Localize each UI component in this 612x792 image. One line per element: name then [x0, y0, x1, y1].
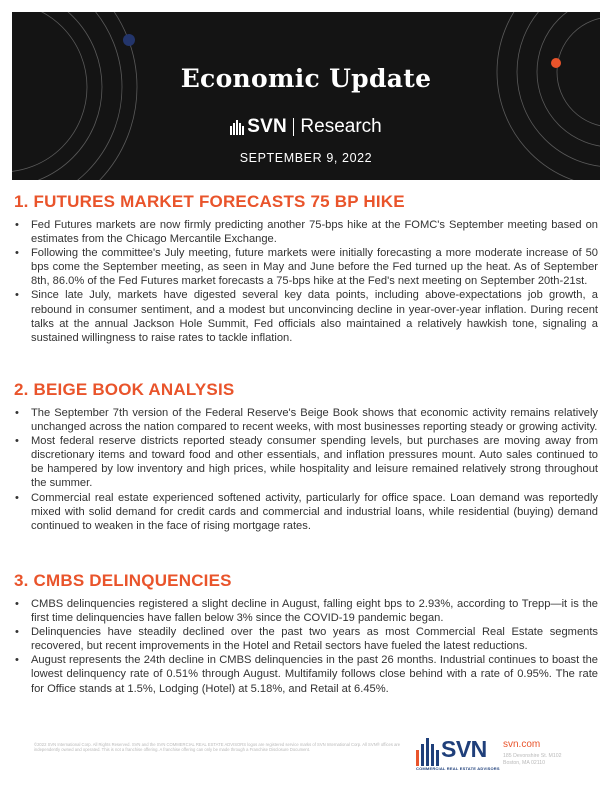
legal-disclaimer: ©2022 SVN International Corp. All Rights Reserved. SVN and the SVN COMMERCIAL REAL ESTATE ADVISORS logos are registered service marks of SVN International Corp. All SVN® offices are independently owned and operated. This is not a franchise offering. A franchise offering can only be made through a Franchise Disclosure Document.: [34, 742, 401, 753]
blue-planet-icon: [123, 34, 135, 46]
address-line: Boston, MA 02110: [503, 760, 546, 766]
bullet-list: [14, 406, 598, 533]
footer-contact: [503, 739, 598, 767]
list-item: • Since late July, markets have digested several key data points, including above-expectations job growth, a rebound in consumer sentiment, and a modest but unconvincing decline in year-over-year inflation. During recent talks at the annual Jackson Hole Summit, Fed officials also maintained a relatively hawkish tone, signaling a sustained willingness to raise rates to tackle inflation.: [14, 288, 598, 344]
section-heading: 2. BEIGE BOOK ANALYSIS: [14, 380, 235, 399]
list-item: • August represents the 24th decline in CMBS delinquencies in the past 26 months. Industrial continues to boast the lowest delinquency rate of 0.51% through August. Multifamily follows close behind with a rate of 0.95%. The rate for Office stands at 1.5%, Lodging (Hotel) at 5.18%, and Retail at 6.45%.: [14, 653, 598, 695]
section-beige-book: [14, 380, 598, 533]
section-cmbs: [14, 571, 598, 696]
svn-columns-icon: [416, 736, 440, 766]
page-title: Economic Update: [180, 64, 432, 93]
section-heading: 1. FUTURES MARKET FORECASTS 75 BP HIKE: [14, 192, 405, 211]
brand-divider: [293, 118, 295, 136]
footer-logo: [416, 734, 500, 776]
svn-logo-icon: [230, 119, 244, 135]
footer-logo-tagline: COMMERCIAL REAL ESTATE ADVISORS: [416, 766, 500, 771]
header-banner: [12, 12, 600, 180]
website-link[interactable]: svn.com: [503, 739, 541, 750]
section-futures: [14, 192, 598, 345]
brand-sub: Research: [300, 116, 382, 137]
address-line: 185 Devonshire St. M102: [503, 753, 562, 759]
list-item: • Fed Futures markets are now firmly predicting another 75-bps hike at the FOMC's September meeting based on estimates from the Chicago Mercantile Exchange.: [14, 218, 598, 246]
list-item: • Commercial real estate experienced softened activity, particularly for office space. Loan demand was reportedly mixed with solid demand for credit cards and commercial and industrial loans, while residential (buying) demand continued to weaken in the face of rising mortgage rates.: [14, 491, 598, 533]
list-item: • CMBS delinquencies registered a slight decline in August, falling eight bps to 2.93%, according to Trepp—it is the first time delinquencies have fallen below 3% since the COVID-19 pandemic began.: [14, 597, 598, 625]
report-date: SEPTEMBER 9, 2022: [239, 151, 373, 165]
brand-lockup: [12, 116, 600, 138]
brand-name: SVN: [247, 116, 287, 137]
list-item: • Following the committee's July meeting, future markets were initially forecasting a more moderate increase of 50 bps come the September meeting, as seen in May and June before the Fed turned up the heat. As of September 8th, 86.0% of the Fed Futures market forecasts a 75-bps hike at the Fed's next meeting on September 20th-21st.: [14, 246, 598, 288]
list-item: • Delinquencies have steadily declined over the past two years as most Commercial Real Estate segments recovered, but recent improvements in the Hotel and Retail sectors have fueled the latest reductions.: [14, 625, 598, 653]
bullet-list: [14, 597, 598, 696]
list-item: • Most federal reserve districts reported steady consumer spending levels, but purchases are moving away from discretionary items and toward food and other essentials, and inflation pressures mount. Auto sales continued to be hampered by low inventory and high prices, while hospitality and leisure remained relatively strong throughout the summer.: [14, 434, 598, 490]
list-item: • The September 7th version of the Federal Reserve's Beige Book shows that economic activity remains relatively unchanged across the nation compared to recent weeks, with most businesses reporting steady or growing activity.: [14, 406, 598, 434]
bullet-list: [14, 218, 598, 345]
section-heading: 3. CMBS DELINQUENCIES: [14, 571, 232, 590]
footer-logo-text: SVN: [441, 736, 487, 762]
